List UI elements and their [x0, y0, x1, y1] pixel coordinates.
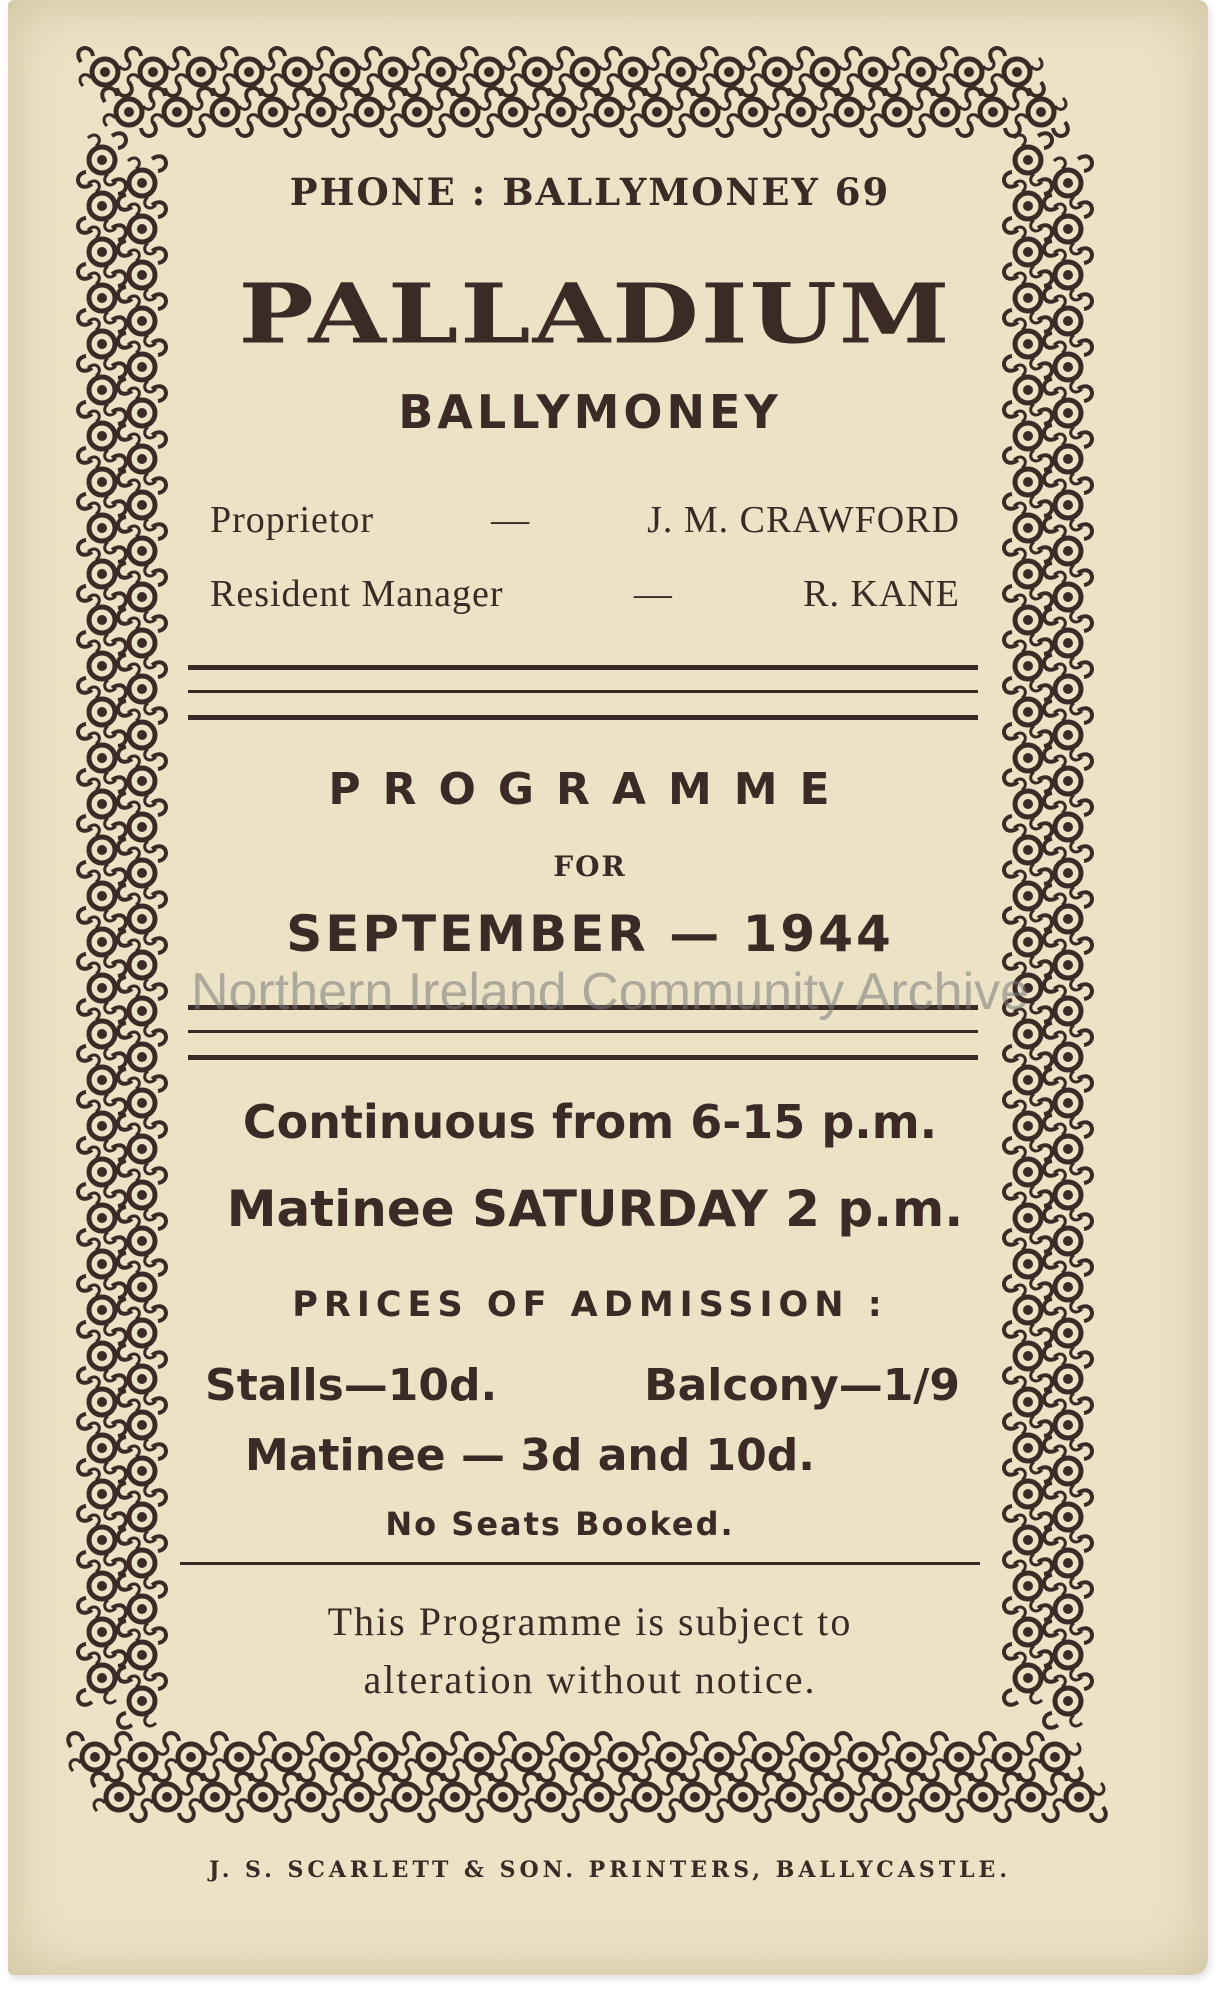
proprietor-name: J. M. CRAWFORD — [647, 499, 960, 541]
prices-heading: PRICES OF ADMISSION : — [292, 1285, 888, 1325]
town-name: BALLYMONEY — [398, 385, 782, 439]
manager-dash: — — [633, 573, 673, 615]
balcony-price: Balcony—1/9 — [644, 1360, 960, 1411]
cinema-name-title: PALLADIUM — [238, 265, 952, 363]
programme-for: FOR — [553, 850, 627, 883]
divider-rule — [188, 1030, 978, 1033]
manager-name: R. KANE — [803, 573, 960, 615]
printer-credit: J. S. SCARLETT & SON. PRINTERS, BALLYCASTLE. — [209, 1857, 1011, 1883]
proprietor-label: Proprietor — [210, 499, 375, 541]
matinee-price: Matinee — 3d and 10d. — [245, 1430, 815, 1481]
phone-number: PHONE : BALLYMONEY 69 — [289, 170, 891, 214]
price-row — [205, 1360, 960, 1411]
matinee-times: Matinee SATURDAY 2 p.m. — [226, 1180, 964, 1238]
notice-line-2: alteration without notice. — [363, 1657, 817, 1702]
divider-rule — [188, 1055, 978, 1060]
programme-date: SEPTEMBER — 1944 — [286, 905, 894, 963]
no-seats-booked: No Seats Booked. — [385, 1505, 735, 1543]
manager-line — [210, 572, 960, 616]
notice-line-1: This Programme is subject to — [327, 1599, 853, 1644]
manager-label: Resident Manager — [210, 573, 504, 615]
divider-rule — [188, 690, 978, 693]
programme-heading: PROGRAMME — [328, 764, 852, 815]
archive-watermark: Northern Ireland Community Archive — [190, 963, 1030, 1021]
proprietor-dash: — — [491, 499, 531, 541]
divider-rule — [188, 715, 978, 720]
divider-rule — [188, 665, 978, 670]
notice-rule — [180, 1562, 980, 1565]
stalls-price: Stalls—10d. — [205, 1360, 498, 1411]
continuous-times: Continuous from 6-15 p.m. — [242, 1095, 938, 1149]
proprietor-line — [210, 498, 960, 542]
